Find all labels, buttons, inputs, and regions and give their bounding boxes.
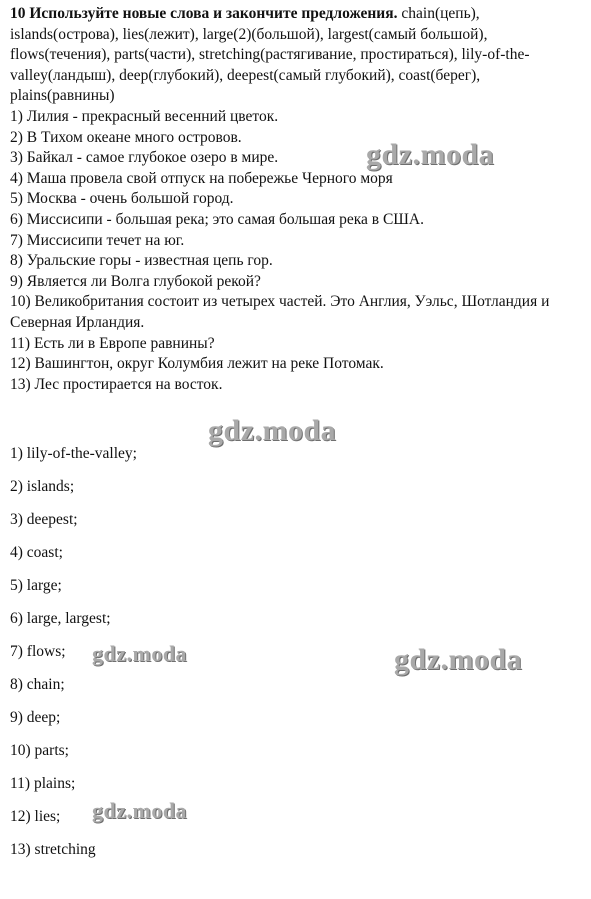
watermark: gdz.moda — [208, 414, 337, 447]
sentence-9: 9) Является ли Волга глубокой рекой? — [10, 272, 261, 290]
answer-5: 5) large; — [10, 577, 62, 594]
exercise-title: 10 Используйте новые слова и закончите предложения. — [10, 5, 398, 22]
answer-7: 7) flows; — [10, 643, 66, 660]
sentence-5: 5) Москва - очень большой город. — [10, 190, 234, 208]
exercise-header — [10, 4, 585, 107]
sentence-12: 12) Вашингтон, округ Колумбия лежит на реке Потомак. — [10, 355, 384, 373]
sentence-6: 6) Миссисипи - большая река; это самая большая река в США. — [10, 210, 424, 228]
sentence-11: 11) Есть ли в Европе равнины? — [10, 334, 215, 352]
answer-12: 12) lies; — [10, 808, 61, 825]
answer-3: 3) deepest; — [10, 511, 78, 528]
watermark: gdz.moda — [92, 641, 188, 666]
sentence-7: 7) Миссисипи течет на юг. — [10, 231, 185, 249]
sentence-8: 8) Уральские горы - известная цепь гор. — [10, 252, 273, 270]
sentence-10: 10) Великобритания состоит из четырех частей. Это Англия, Уэльс, Шотландия и Северная Ирландия. — [10, 293, 550, 331]
watermark: gdz.moda — [366, 138, 495, 171]
sentence-2: 2) В Тихом океане много островов. — [10, 128, 242, 146]
answer-9: 9) deep; — [10, 709, 61, 726]
answer-10: 10) parts; — [10, 742, 69, 759]
watermark: gdz.moda — [394, 643, 523, 676]
answer-1: 1) lily-of-the-valley; — [10, 445, 137, 462]
sentence-13: 13) Лес простирается на восток. — [10, 375, 223, 393]
vocabulary-list: chain(цепь), islands(острова), lies(лежит), large(2)(большой), largest(самый большой), flows(течения), parts(части), stretching(растягивание, простираться), lily-of-the-valley(ландыш), deep(глубокий), deepest(самый глубокий), coast(берег), plains(равнины) — [10, 5, 530, 105]
sentence-3: 3) Байкал - самое глубокое озеро в мире. — [10, 149, 279, 167]
answer-4: 4) coast; — [10, 544, 63, 561]
sentence-1: 1) Лилия - прекрасный весенний цветок. — [10, 107, 279, 125]
exercise-block — [10, 4, 585, 395]
answer-13: 13) stretching — [10, 841, 96, 858]
answer-8: 8) chain; — [10, 676, 65, 693]
answer-6: 6) large, largest; — [10, 610, 111, 627]
watermark: gdz.moda — [92, 798, 188, 823]
answer-11: 11) plains; — [10, 775, 76, 792]
answer-2: 2) islands; — [10, 478, 75, 495]
sentence-4: 4) Маша провела свой отпуск на побережье Черного моря — [10, 169, 393, 187]
